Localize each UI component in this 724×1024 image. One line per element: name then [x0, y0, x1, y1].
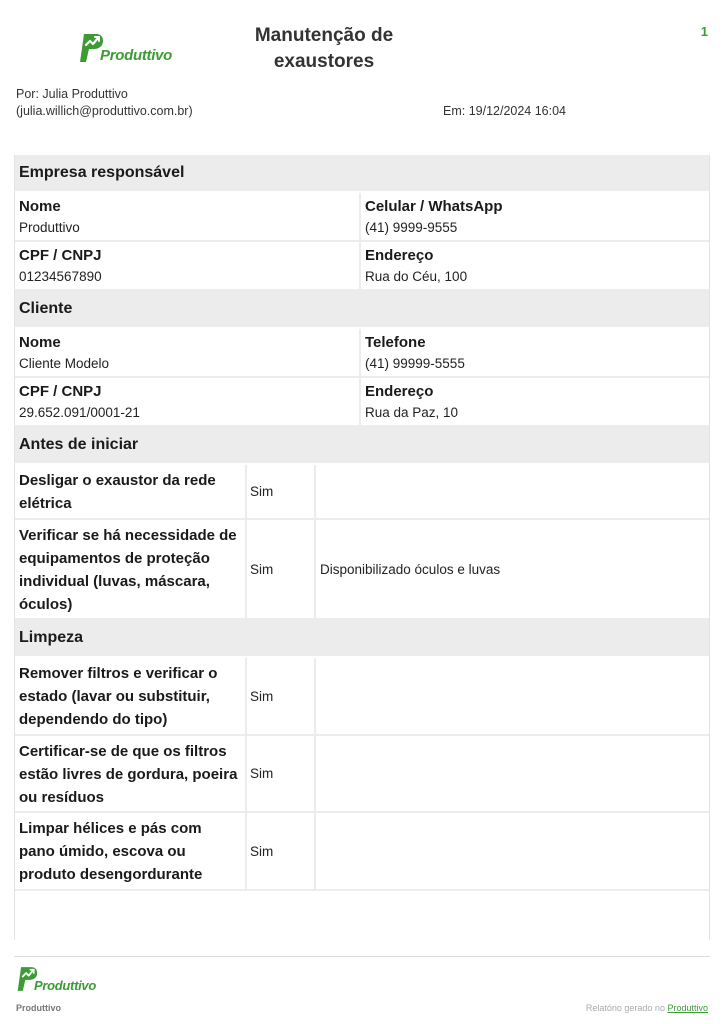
field-label: Telefone: [365, 334, 426, 351]
footer-produttivo-link[interactable]: Produttivo: [667, 1003, 708, 1013]
field-label: Nome: [19, 198, 61, 215]
footer-divider: [14, 956, 710, 957]
info-row: [15, 378, 709, 427]
header-logo: [78, 33, 172, 63]
footer-brand: Produttivo: [16, 1003, 61, 1013]
report-date: Em: 19/12/2024 16:04: [443, 104, 567, 118]
section-cleaning-title: Limpeza: [15, 620, 709, 658]
section-client-title: Cliente: [15, 291, 709, 329]
checklist-row: [15, 658, 709, 736]
info-row: [15, 242, 709, 291]
field-label: Endereço: [365, 383, 434, 400]
field-label: CPF / CNPJ: [19, 383, 102, 400]
checklist-question: Verificar se há necessidade de equipamentos de proteção individual (luvas, máscara, óculos): [15, 520, 247, 618]
footer-generated-note: [586, 1003, 708, 1013]
checklist-note: [316, 813, 709, 889]
footer-logo: [16, 966, 96, 992]
section-company-title: Empresa responsável: [15, 155, 709, 193]
section-before-start-title: Antes de iniciar: [15, 427, 709, 465]
author-name: Por: Julia Produttivo: [16, 87, 128, 101]
field-value: Produttivo: [19, 220, 80, 235]
checklist-row: [15, 465, 709, 520]
field-value: 29.652.091/0001-21: [19, 405, 140, 420]
client-phone-cell: [361, 329, 709, 376]
logo-wordmark: Produttivo: [34, 978, 96, 993]
field-label: Celular / WhatsApp: [365, 198, 503, 215]
checklist-answer: Sim: [247, 658, 316, 734]
client-document-cell: [15, 378, 361, 425]
field-value: Rua do Céu, 100: [365, 269, 468, 284]
client-address-cell: [361, 378, 709, 425]
checklist-note: [316, 465, 709, 518]
checklist-question: Remover filtros e verificar o estado (lavar ou substituir, dependendo do tipo): [15, 658, 247, 734]
field-value: Rua da Paz, 10: [365, 405, 459, 420]
logo-wordmark: Produttivo: [100, 47, 172, 64]
client-name-cell: [15, 329, 361, 376]
checklist-question: Limpar hélices e pás com pano úmido, escova ou produto desengordurante: [15, 813, 247, 889]
field-label: CPF / CNPJ: [19, 247, 102, 264]
field-label: Endereço: [365, 247, 434, 264]
checklist-answer: Sim: [247, 465, 316, 518]
field-value: 01234567890: [19, 269, 102, 284]
author-email: (julia.willich@produttivo.com.br): [16, 104, 193, 118]
field-value: Cliente Modelo: [19, 356, 110, 371]
checklist-note: [316, 736, 709, 811]
info-row: [15, 193, 709, 242]
checklist-row: [15, 520, 709, 620]
page-title: Manutenção de exaustores: [254, 25, 394, 72]
checklist-row: [15, 813, 709, 891]
checklist-answer: Sim: [247, 520, 316, 618]
company-document-cell: [15, 242, 361, 289]
field-value: (41) 99999-5555: [365, 356, 465, 371]
checklist-answer: Sim: [247, 736, 316, 811]
checklist-question: Certificar-se de que os filtros estão livres de gordura, poeira ou resíduos: [15, 736, 247, 811]
field-value: (41) 9999-9555: [365, 220, 458, 235]
info-row: [15, 329, 709, 378]
footer-generated-text: Relatório gerado no: [585, 1003, 665, 1013]
page-number: 1: [700, 24, 708, 39]
company-address-cell: [361, 242, 709, 289]
report-body: [14, 155, 710, 940]
checklist-question: Desligar o exaustor da rede elétrica: [15, 465, 247, 518]
field-label: Nome: [19, 334, 61, 351]
checklist-note: Disponibilizado óculos e luvas: [320, 561, 501, 577]
checklist-row: [15, 736, 709, 813]
checklist-answer: Sim: [247, 813, 316, 889]
company-name-cell: [15, 193, 361, 240]
company-phone-cell: [361, 193, 709, 240]
checklist-note: [316, 658, 709, 734]
